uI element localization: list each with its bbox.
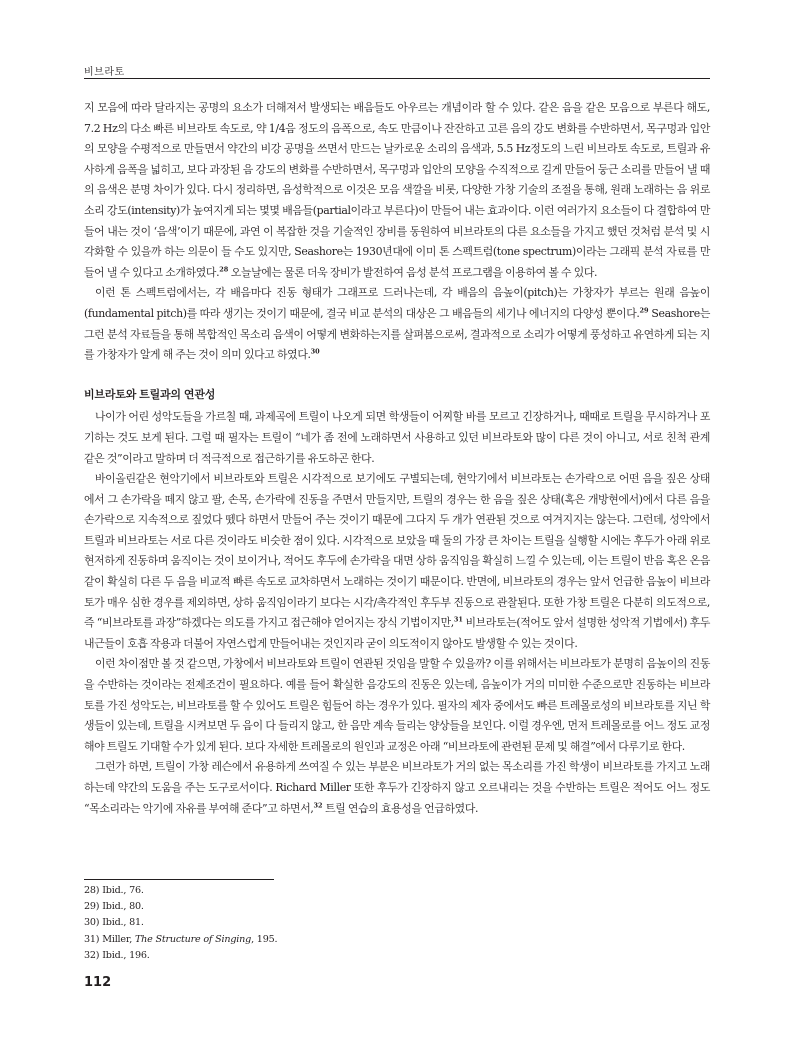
intro-paragraphs	[84, 98, 710, 366]
paragraph	[84, 283, 710, 365]
footnote-label: 30) Ibid., 81.	[84, 917, 144, 929]
paragraph	[84, 469, 710, 654]
paragraph	[84, 98, 710, 283]
page-number: 112	[84, 975, 112, 990]
footnote-ref[interactable]: 32	[313, 800, 323, 809]
paragraph	[84, 407, 710, 469]
paragraph-text: 그런가 하면, 트릴이 가창 레슨에서 유용하게 쓰여질 수 있는 부분은 비브라토가 거의 없는 목소리를 가진 학생이 비브라토를 가지고 노래하는데 약간의 도움을 주는 도구로서이다. Richard Miller 또한 후두가 긴장하지 않고 오르내리는 것을 수반하는 트릴은 적어도 어느 정도 “목소리라는 악기에 자유를 부여해 준다”고 하면서,	[84, 760, 710, 815]
footnote	[84, 883, 584, 899]
footnote	[84, 948, 584, 964]
paragraph-text: 이런 차이점만 볼 것 같으면, 가창에서 비브라토와 트릴이 연관된 것임을 말할 수 있을까? 이를 위해서는 비브라토가 분명히 음높이의 진동을 수반하는 것이라는 전제조건이 필요하다. 예를 들어 확실한 음강도의 진동은 있는데, 음높이가 거의 미미한 수준으로만 진동하는 비브라토를 가진 성악도는, 비브라토를 할 수 있어도 트릴은 힘들어 하는 경우가 있다. 필자의 제자 중에서도 빠른 트레몰로성의 비브라토를 지닌 학생들이 있는데, 트릴을 시켜보면 두 음이 다 들리지 않고, 한 음만 계속 들리는 양상들을 보인다. 이럴 경우엔, 먼저 트레몰로를 어느 정도 교정해야 트릴도 기대할 수가 있게 된다. 보다 자세한 트레몰로의 원인과 교정은 아래 “비브라토에 관련된 문제 및 해결”에서 다루기로 한다.	[84, 657, 710, 753]
footnote-label: 28) Ibid., 76.	[84, 885, 144, 896]
paragraph-text: 이런 톤 스펙트럼에서는, 각 배음마다 진동 형태가 그래프로 드러나는데, 각 배음의 음높이(pitch)는 가창자가 부르는 원래 음높이(fundamental pitch)를 따라 생기는 것이기 때문에, 결국 비교 분석의 대상은 그 배음들의 세기나 에너지의 다양성 뿐이다.	[84, 286, 710, 320]
paragraph-text: 바이올린같은 현악기에서 비브라토와 트릴은 시각적으로 보기에도 구별되는데, 현악기에서 비브라토는 손가락으로 어떤 음을 짚은 상태에서 그 손가락을 떼지 않고 팔, 손목, 손가락에 진동을 주면서 만들지만, 트릴의 경우는 한 음을 짚은 상태(혹은 개방현에서)에서 다른 음을 손가락으로 지속적으로 짚었다 뗐다 하면서 만들어 주는 것이기 때문에 그다지 두 개가 연관된 것으로 여겨지지는 않는다. 그런데, 성악에서 트릴과 비브라토는 서로 다른 것이라도 비슷한 점이 있다. 시각적으로 보았을 때 둘의 가장 큰 차이는 트릴을 실행할 시에는 후두가 아래 위로 현저하게 진동하며 움직이는 것이 보이거나, 적어도 후두에 손가락을 대면 상하 움직임을 확실히 느낄 수 있는데, 이는 트릴이 반음 혹은 온음같이 확실히 다른 두 음을 비교적 빠른 속도로 교차하면서 노래하는 것이기 때문이다. 반면에, 비브라토의 경우는 앞서 언급한 음높이 비브라토가 매우 심한 경우를 제외하면, 상하 움직임이라기 보다는 시각/촉각적인 후두부 진동으로 관찰된다. 또한 가창 트릴은 다분히 의도적으로, 즉 “비브라토를 과장”하겠다는 의도를 가지고 접근해야 얻어지는 장식 기법이지만,	[84, 472, 710, 630]
footnote-label: 32) Ibid., 196.	[84, 949, 150, 961]
footnote-ref[interactable]: 28	[219, 265, 229, 274]
paragraph	[84, 757, 710, 819]
paragraph-text: 지 모음에 따라 달라지는 공명의 요소가 더해져서 발생되는 배음들도 아우르는 개념이라 할 수 있다. 같은 음을 같은 모음으로 부른다 해도, 7.2 Hz의 다소 빠른 비브라토 속도로, 약 1/4음 정도의 음폭으로, 속도 만큼이나 잔잔하고 고른 음의 강도 변화를 수반하면서, 목구멍과 입안의 모양을 수평적으로 만들면서 약간의 비강 공명을 쓰면서 만드는 날카로운 소리의 음색과, 5.5 Hz정도의 느린 비브라토 속도로, 트릴과 유사하게 음폭을 넓히고, 보다 과장된 음 강도의 변화를 수반하면서, 목구멍과 입안의 모양을 수직적으로 길게 만들어 둥근 소리를 만들어 낼 때의 음색은 분명 차이가 있다. 다시 정리하면, 음성학적으로 이것은 모음 색깔을 비롯, 다양한 가창 기술의 조절을 통해, 원래 노래하는 음 위로 소리 강도(intensity)가 높여지게 되는 몇몇 배음들(partial이라고 부른다)이 만들어 내는 효과이다. 이런 여러가지 요소들이 다 결합하여 만들어 내는 것이 ‘음색’이기 때문에, 과연 이 복잡한 것을 기술적인 장비를 동원하여 비브라토의 다른 요소들을 가지고 했던 것처럼 분석 및 시각화할 수 있을까 하는 의문이 들 수도 있지만, Seashore는 1930년대에 이미 톤 스펙트럼(tone spectrum)이라는 그래픽 분석 자료를 만들어 낼 수 있다고 소개하였다.	[84, 101, 710, 279]
footnote-ref[interactable]: 29	[639, 306, 649, 315]
footnote	[84, 932, 584, 948]
paragraph-text: 트릴 연습의 효용성을 언급하였다.	[322, 801, 479, 815]
running-head: 비브라토	[84, 67, 125, 78]
header-divider	[84, 78, 710, 79]
footnote	[84, 915, 584, 931]
paragraph-text: Seashore는 그런 분석 자료들을 통해 복합적인 목소리 음색이 어떻게 변화하는지를 살펴봄으로써, 결과적으로 소리가 어떻게 풍성하고 유연하게 되는 지를 가창자가 알게 해 주는 것이 의미 있다고 하였다.	[84, 306, 711, 362]
paragraph-text: 비브라토는(적어도 앞서 설명한 성악적 기법에서) 후두내근들이 호흡 작용과 더불어 자연스럽게 만들어내는 것인지라 굳이 의도적이지 않아도 발생할 수 있는 것이다.	[84, 616, 710, 650]
footnote-label: 29) Ibid., 80.	[84, 901, 144, 913]
footnote-ref[interactable]: 31	[453, 615, 463, 624]
paragraph	[84, 654, 710, 757]
footnotes	[84, 883, 584, 964]
footnote-page: , 195.	[251, 933, 278, 945]
footnote-book-title: The Structure of Singing	[134, 933, 252, 945]
body-text	[84, 98, 710, 819]
paragraph-text: 나이가 어린 성악도들을 가르칠 때, 과제곡에 트릴이 나오게 되면 학생들이 어찌할 바를 모르고 긴장하거나, 때때로 트릴을 무시하거나 포기하는 것도 보게 된다. 그럴 때 필자는 트릴이 “네가 좀 전에 노래하면서 사용하고 있던 비브라토와 많이 다른 것이 아니고, 서로 친척 관계 같은 것”이라고 말하며 더 적극적으로 접근하기를 유도하곤 한다.	[84, 410, 710, 465]
footnote-divider	[84, 879, 274, 880]
footnote-label: 31) Miller,	[84, 933, 135, 945]
section-paragraphs	[84, 407, 710, 819]
footnote	[84, 899, 584, 915]
footnote-ref[interactable]: 30	[310, 347, 320, 356]
paragraph-text: 오늘날에는 물론 더욱 장비가 발전하여 음성 분석 프로그램을 이용하여 볼 수 있다.	[228, 265, 598, 279]
section-heading: 비브라토와 트릴과의 연관성	[84, 387, 216, 401]
